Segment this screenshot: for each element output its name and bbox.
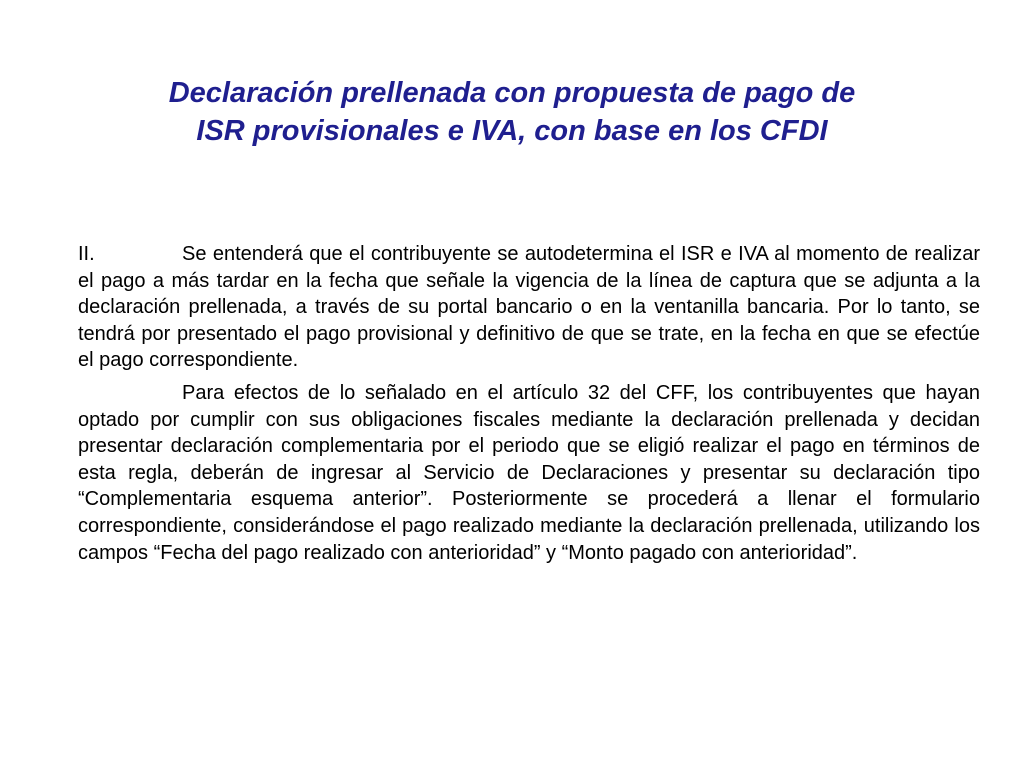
paragraph-complementaria <box>78 380 980 566</box>
paragraph-ii <box>78 241 980 374</box>
paragraph-text: Se entenderá que el contribuyente se autodetermina el ISR e IVA al momento de realizar el pago a más tardar en la fecha que señale la vigencia de la línea de captura que se adjunta a la declaración prellenada, a través de su portal bancario o en la ventanilla bancaria. Por lo tanto, se tendrá por presentado el pago provisional y definitivo de que se trate, en la fecha en que se efectúe el pago correspondiente. <box>78 243 980 372</box>
title-line-1: Declaración prellenada con propuesta de pago de <box>168 77 856 109</box>
slide-body <box>78 241 980 572</box>
title-line-2: ISR provisionales e IVA, con base en los CFDI <box>196 115 828 147</box>
slide-title <box>60 74 964 150</box>
paragraph-text: Para efectos de lo señalado en el artículo 32 del CFF, los contribuyentes que hayan optado por cumplir con sus obligaciones fiscales mediante la declaración prellenada y decidan presentar declaración complementaria por el periodo que se eligió realizar el pago en términos de esta regla, deberán de ingresar al Servicio de Declaraciones y presentar su declaración tipo “Complementaria esquema anterior”. Posteriormente se procederá a llenar el formulario correspondiente, considerándose el pago realizado mediante la declaración prellenada, utilizando los campos “Fecha del pago realizado con anterioridad” y “Monto pagado con anterioridad”. <box>78 381 980 564</box>
paragraph-marker: II. <box>78 243 95 265</box>
